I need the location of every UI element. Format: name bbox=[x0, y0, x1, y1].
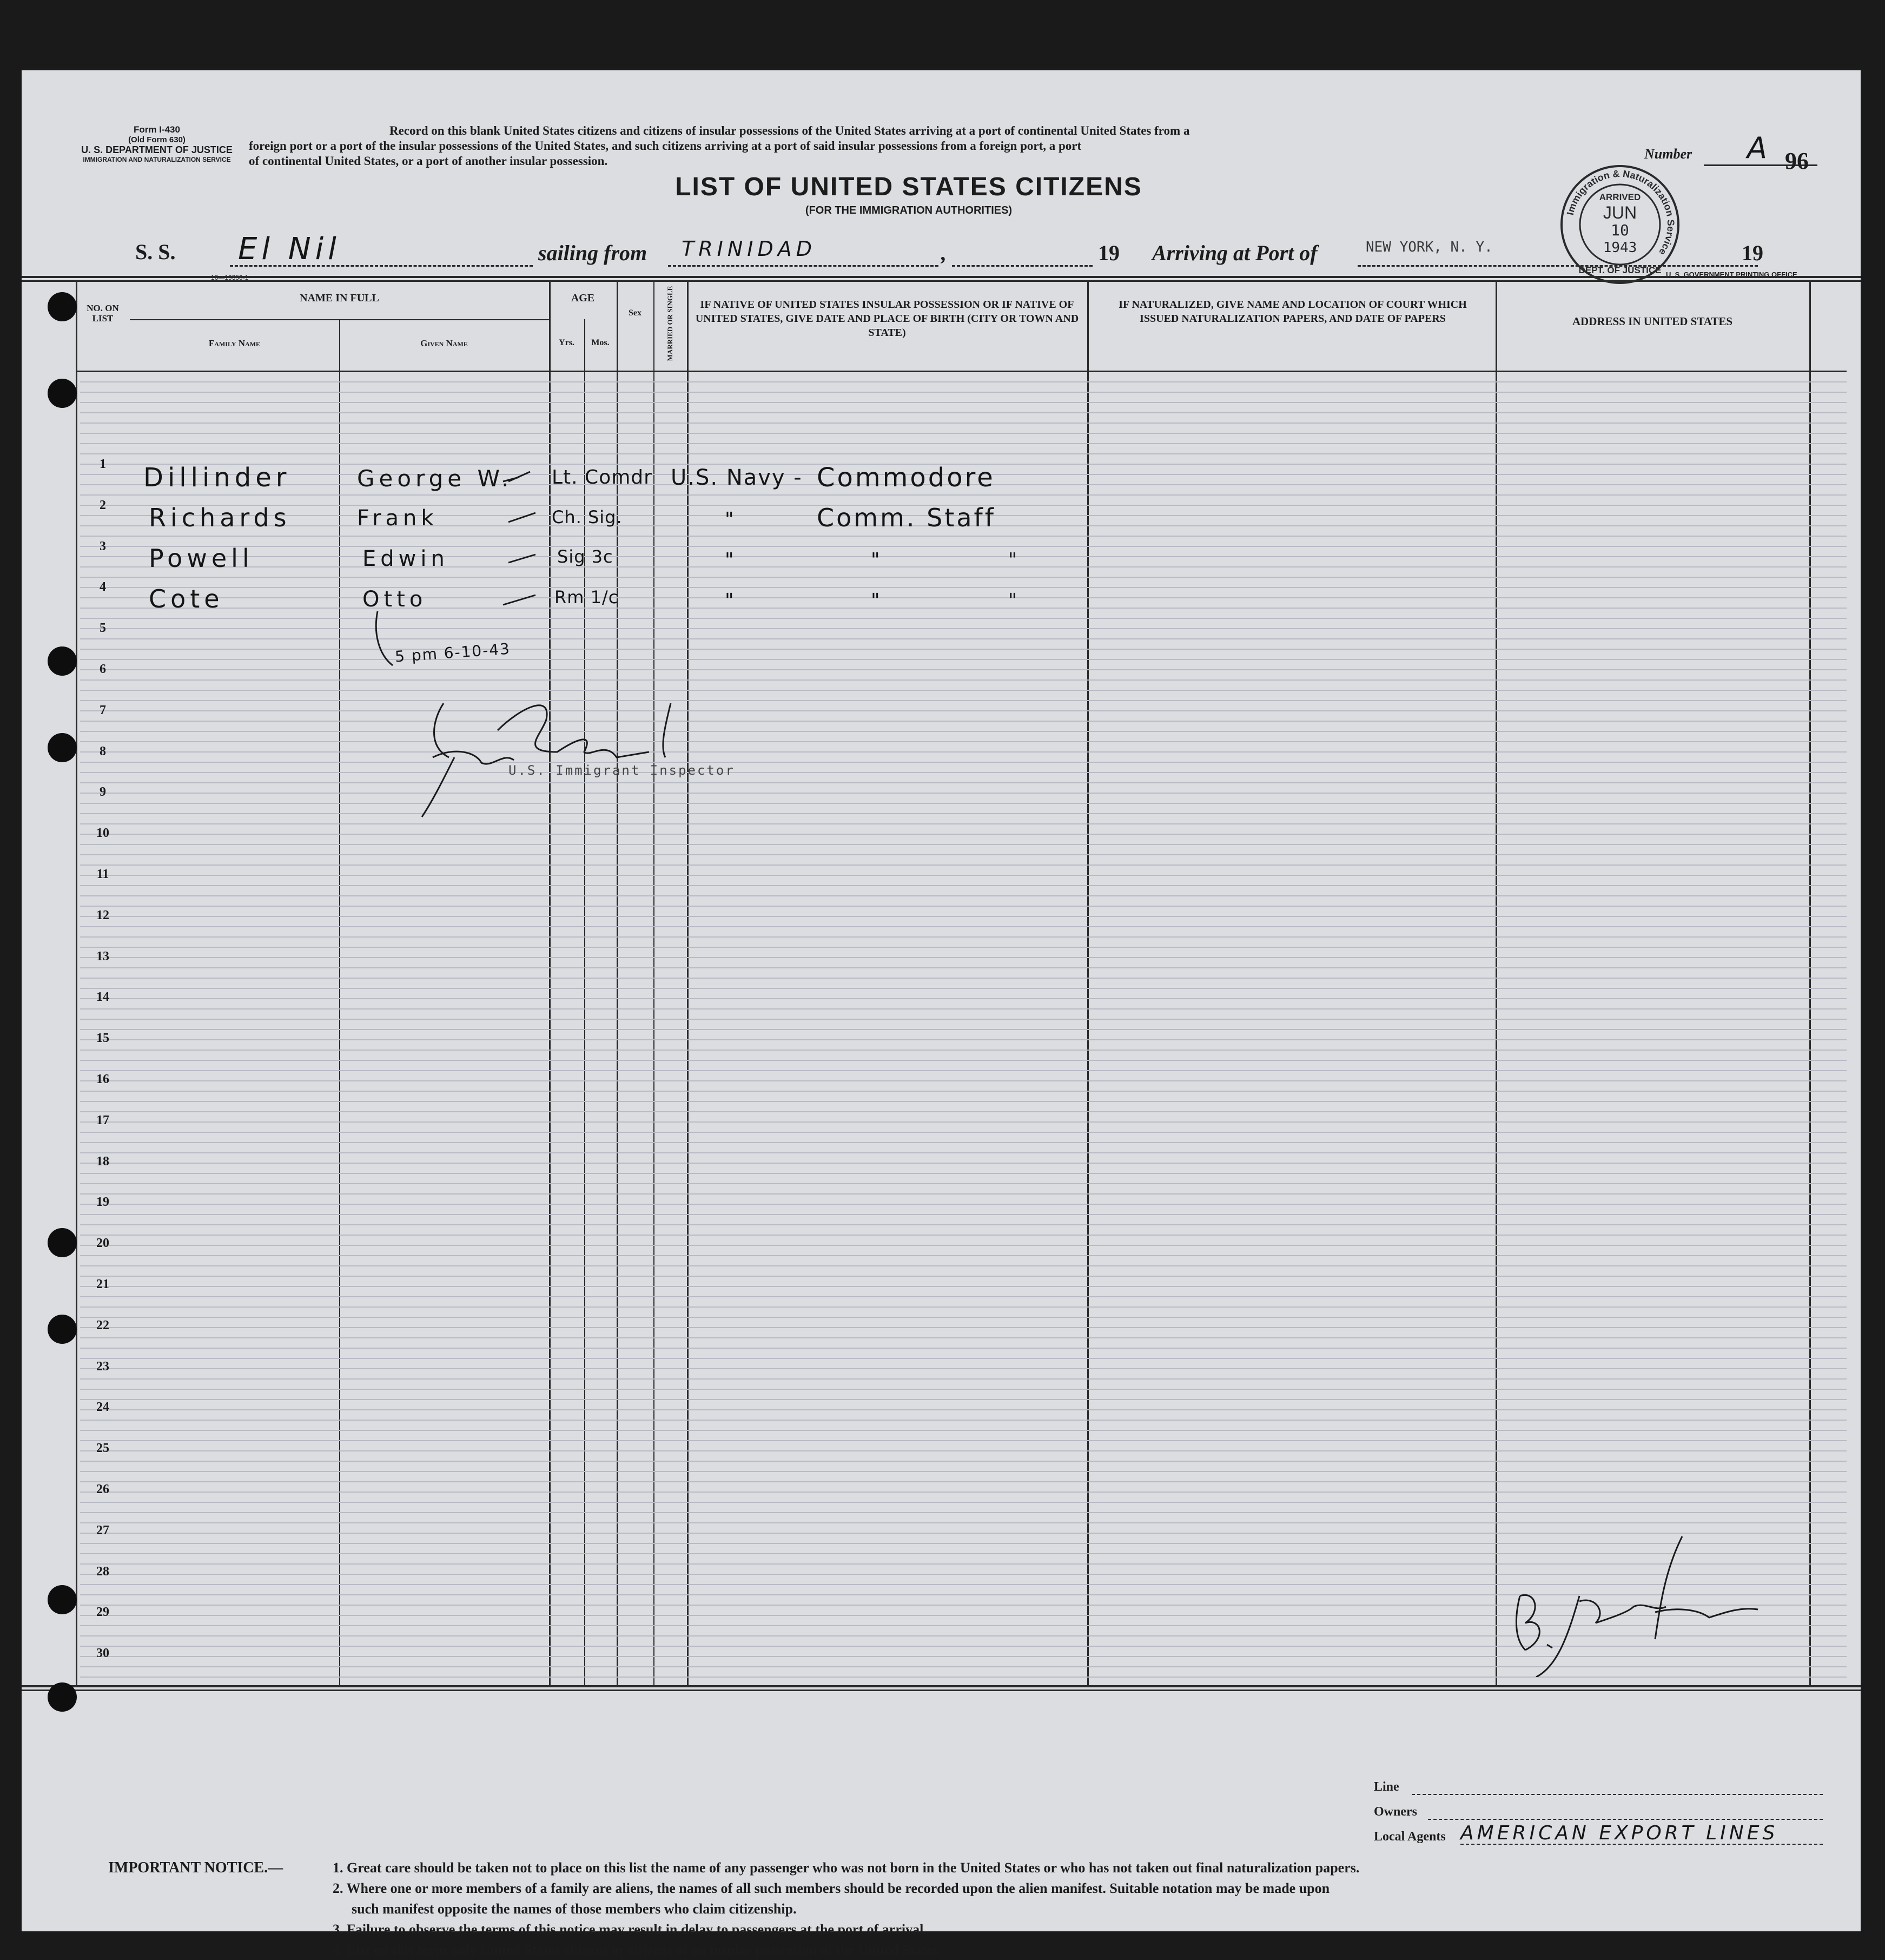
entry-1-native: U.S. Navy - bbox=[671, 465, 803, 490]
entry-4-native: " bbox=[725, 590, 738, 612]
entry-3-naturalized: " " bbox=[871, 549, 1034, 571]
row-number: 24 bbox=[96, 1400, 109, 1414]
ruled-line bbox=[80, 618, 1847, 619]
ruled-line bbox=[80, 433, 1847, 434]
instruction-line-1: Record on this blank United States citizens and citizens of insular possessions of the United States arriving at a port of continental United States from a bbox=[389, 124, 1190, 137]
entry-2-given: Frank bbox=[357, 506, 438, 531]
inspector-signature-icon bbox=[411, 671, 714, 822]
ruled-line bbox=[80, 1512, 1847, 1513]
col-line-age bbox=[549, 280, 551, 1687]
arriving-label: Arriving at Port of bbox=[1152, 241, 1318, 265]
stamp-status: ARRIVED bbox=[1599, 192, 1641, 202]
row-number: 3 bbox=[100, 539, 106, 553]
punch-hole bbox=[48, 1315, 77, 1344]
ruled-line bbox=[80, 1276, 1847, 1277]
notice-item-1: 1. Great care should be taken not to place on this list the name of any passenger who was not born in the United States or who has not taken out final naturalization papers. bbox=[333, 1860, 1360, 1876]
ruled-line bbox=[80, 1152, 1847, 1153]
instruction-line-3: of continental United States, or a port of another insular possession. bbox=[249, 154, 608, 168]
ruled-line bbox=[80, 1265, 1847, 1266]
col-line-native bbox=[687, 280, 689, 1687]
ruled-line bbox=[80, 906, 1847, 907]
ruled-line bbox=[80, 628, 1847, 629]
row-number: 22 bbox=[96, 1318, 109, 1332]
header-naturalized: IF NATURALIZED, GIVE NAME AND LOCATION OF COURT WHICH ISSUED NATURALIZATION PAPERS, AND DATE OF PAPERS bbox=[1119, 299, 1467, 325]
ruled-line bbox=[80, 1492, 1847, 1493]
col-line-address bbox=[1496, 280, 1497, 1687]
stamp-dept: DEPT. OF JUSTICE bbox=[1578, 265, 1662, 275]
ruled-line bbox=[80, 1132, 1847, 1133]
entry-4-age: Rm 1/c bbox=[554, 587, 619, 608]
ruled-line bbox=[80, 690, 1847, 691]
inspection-time: 5 pm 6-10-43 bbox=[394, 639, 511, 666]
page-title: LIST OF UNITED STATES CITIZENS bbox=[675, 173, 1142, 201]
ruled-line bbox=[80, 916, 1847, 917]
row-number: 21 bbox=[96, 1277, 109, 1291]
number-label: Number bbox=[1644, 146, 1692, 162]
row-number: 5 bbox=[100, 621, 106, 635]
inspector-label: U.S. Immigrant Inspector bbox=[508, 763, 735, 778]
ruled-line bbox=[80, 1173, 1847, 1174]
entry-1-given: George W. bbox=[357, 465, 513, 492]
ruled-line bbox=[80, 1029, 1847, 1030]
row-number: 6 bbox=[100, 662, 106, 676]
row-number: 18 bbox=[96, 1154, 109, 1169]
ruled-line bbox=[80, 741, 1847, 742]
form-id: Form I-430 bbox=[134, 124, 180, 135]
stamp-ring-text: Immigration & Naturalization Service bbox=[1564, 168, 1677, 258]
row-number: 28 bbox=[96, 1565, 109, 1579]
row-number: 1 bbox=[100, 457, 106, 471]
ruled-line bbox=[80, 1019, 1847, 1020]
header-age: AGE bbox=[571, 292, 595, 304]
header-bottom-rule bbox=[76, 371, 1847, 372]
ruled-line bbox=[80, 536, 1847, 537]
ruled-line bbox=[80, 1235, 1847, 1236]
row-number: 8 bbox=[100, 744, 106, 758]
ruled-line bbox=[80, 1142, 1847, 1143]
ruled-line bbox=[80, 895, 1847, 896]
ruled-line bbox=[80, 1101, 1847, 1102]
ruled-line bbox=[80, 1193, 1847, 1195]
ruled-line bbox=[80, 1348, 1847, 1349]
row-number: 25 bbox=[96, 1441, 109, 1455]
header-yrs: Yrs. bbox=[559, 338, 574, 347]
ruled-line bbox=[80, 1245, 1847, 1246]
ruled-line bbox=[80, 1214, 1847, 1215]
table-bottom-rule-2 bbox=[22, 1690, 1861, 1691]
date-underline bbox=[952, 265, 1093, 267]
print-code-bottom: 16—19350 bbox=[1255, 1948, 1287, 1955]
entry-1-age: Lt. Comdr bbox=[552, 466, 652, 489]
entry-1-family: Dillinder bbox=[143, 463, 291, 493]
ruled-line bbox=[80, 1378, 1847, 1380]
ruled-line bbox=[80, 978, 1847, 979]
check-marks bbox=[498, 465, 546, 622]
ruled-line bbox=[80, 926, 1847, 927]
ruled-line bbox=[80, 957, 1847, 958]
header-address: ADDRESS IN UNITED STATES bbox=[1572, 315, 1733, 328]
govt-printing: U. S. GOVERNMENT PRINTING OFFICE bbox=[1666, 270, 1797, 279]
punch-hole bbox=[48, 646, 77, 676]
entry-4-given: Otto bbox=[362, 587, 427, 612]
row-number: 16 bbox=[96, 1072, 109, 1086]
entry-3-age: Sig 3c bbox=[557, 546, 613, 567]
row-number: 13 bbox=[96, 949, 109, 963]
ss-label: S. S. bbox=[135, 240, 176, 264]
ruled-line bbox=[80, 1204, 1847, 1205]
ruled-line bbox=[80, 967, 1847, 968]
ruled-line bbox=[80, 1286, 1847, 1287]
ruled-line bbox=[80, 1409, 1847, 1410]
row-number: 2 bbox=[100, 498, 106, 512]
header-no: NO. ON LIST bbox=[87, 303, 119, 324]
row-number: 23 bbox=[96, 1360, 109, 1374]
ruled-line bbox=[80, 1399, 1847, 1400]
entry-2-naturalized: Comm. Staff bbox=[817, 503, 996, 532]
ruled-line bbox=[80, 649, 1847, 650]
ruled-line bbox=[80, 546, 1847, 547]
year-prefix: 19 bbox=[1098, 241, 1120, 265]
sailing-label: sailing from bbox=[538, 241, 647, 265]
notice-item-2: 2. Where one or more members of a family are aliens, the names of all such members should be recorded upon the alien manifest. Suitable notation may be made upon bbox=[333, 1880, 1330, 1896]
row-number: 10 bbox=[96, 826, 109, 840]
ruled-line bbox=[80, 1481, 1847, 1482]
entry-2-native: " bbox=[725, 509, 738, 531]
ruled-line bbox=[80, 823, 1847, 824]
ruled-line bbox=[80, 1111, 1847, 1112]
ruled-line bbox=[80, 1296, 1847, 1297]
row-number: 15 bbox=[96, 1031, 109, 1045]
ruled-line bbox=[80, 1471, 1847, 1472]
ruled-line bbox=[80, 1008, 1847, 1009]
ruled-line bbox=[80, 1420, 1847, 1421]
ruled-line bbox=[80, 1070, 1847, 1071]
punch-hole bbox=[48, 1585, 77, 1614]
stamp-year: 1943 bbox=[1603, 240, 1637, 256]
ruled-line bbox=[80, 710, 1847, 711]
arrival-stamp bbox=[1558, 162, 1682, 287]
entry-3-given: Edwin bbox=[362, 546, 449, 571]
col-line-sex bbox=[617, 280, 618, 1687]
instruction-line-2: foreign port or a port of the insular possessions of the United States, and such citizens arriving at a port of said insular possessions from a foreign port, a port bbox=[249, 139, 1082, 153]
stamp-seal-icon bbox=[1558, 162, 1682, 287]
page-subtitle: (FOR THE IMMIGRATION AUTHORITIES) bbox=[805, 204, 1013, 216]
entry-4-family: Cote bbox=[149, 584, 224, 613]
punch-hole bbox=[48, 292, 77, 321]
number-value: A bbox=[1747, 131, 1771, 165]
row-number: 27 bbox=[96, 1523, 109, 1537]
print-code-top: 16—19350-1 bbox=[211, 274, 249, 281]
ruled-line bbox=[80, 864, 1847, 866]
table-bottom-rule bbox=[22, 1685, 1861, 1687]
row-number: 7 bbox=[100, 703, 106, 717]
row-number: 4 bbox=[100, 580, 106, 594]
header-married: MARRIED OR SINGLE bbox=[666, 286, 674, 361]
line-label: Line bbox=[1374, 1780, 1399, 1794]
entry-1-naturalized: Commodore bbox=[817, 463, 995, 493]
ruled-line bbox=[80, 1255, 1847, 1256]
ruled-line bbox=[80, 1389, 1847, 1390]
row-number: 12 bbox=[96, 908, 109, 922]
ruled-line bbox=[80, 1091, 1847, 1092]
row-number: 17 bbox=[96, 1113, 109, 1127]
entry-3-family: Powell bbox=[149, 544, 254, 573]
ruled-line bbox=[80, 402, 1847, 403]
ruled-line bbox=[80, 813, 1847, 814]
bracket-mark bbox=[373, 611, 395, 671]
comma-1: , bbox=[941, 241, 947, 265]
punch-hole bbox=[48, 1682, 77, 1712]
entry-4-naturalized: " " bbox=[871, 590, 1034, 612]
ruled-line bbox=[80, 577, 1847, 578]
ruled-line bbox=[80, 1317, 1847, 1318]
owners-block bbox=[1341, 1780, 1828, 1850]
ruled-line bbox=[80, 1060, 1847, 1061]
table-top-rule-2 bbox=[22, 280, 1861, 282]
ruled-line bbox=[80, 803, 1847, 804]
header-given-name: Given Name bbox=[420, 338, 468, 348]
ruled-line bbox=[80, 834, 1847, 835]
ruled-line bbox=[80, 669, 1847, 670]
ship-name: El Nil bbox=[238, 232, 341, 267]
ruled-line bbox=[80, 731, 1847, 732]
ruled-line bbox=[80, 751, 1847, 753]
ship-underline bbox=[230, 265, 533, 267]
ruled-line bbox=[80, 936, 1847, 938]
owners-underline bbox=[1428, 1819, 1823, 1820]
entry-3-native: " bbox=[725, 549, 738, 571]
col-line-naturalized bbox=[1087, 280, 1089, 1687]
line-underline bbox=[1412, 1794, 1823, 1795]
col-line-married bbox=[653, 280, 654, 1687]
ruled-line bbox=[80, 782, 1847, 783]
manifest-sheet bbox=[22, 70, 1861, 1958]
page-number: 96 bbox=[1785, 148, 1809, 174]
row-number: 26 bbox=[96, 1482, 109, 1496]
ruled-line bbox=[80, 1358, 1847, 1359]
ruled-line bbox=[80, 381, 1847, 382]
ruled-line bbox=[80, 1183, 1847, 1184]
form-id-block bbox=[70, 124, 243, 163]
row-number: 14 bbox=[96, 990, 109, 1004]
entry-2-family: Richards bbox=[149, 503, 291, 532]
ruled-line bbox=[80, 998, 1847, 999]
ruled-line bbox=[80, 762, 1847, 763]
ruled-line bbox=[80, 638, 1847, 639]
col-line-right bbox=[1809, 280, 1811, 1687]
row-number: 29 bbox=[96, 1605, 109, 1619]
punch-hole bbox=[48, 1228, 77, 1257]
ruled-line bbox=[80, 1080, 1847, 1081]
ruled-line bbox=[80, 659, 1847, 660]
ruled-line bbox=[80, 1502, 1847, 1503]
header-native: IF NATIVE OF UNITED STATES INSULAR POSSESSION OR IF NATIVE OF UNITED STATES, GIVE DATE AND PLACE OF BIRTH (CITY OR TOWN AND STATE) bbox=[695, 299, 1079, 339]
ruled-line bbox=[80, 1163, 1847, 1164]
row-number: 11 bbox=[96, 867, 109, 881]
ruled-line bbox=[80, 392, 1847, 393]
year-prefix-2: 19 bbox=[1742, 241, 1763, 265]
ruled-line bbox=[80, 1450, 1847, 1451]
notice-heading: IMPORTANT NOTICE.— bbox=[108, 1859, 283, 1876]
ruled-line bbox=[80, 854, 1847, 855]
master-signature-icon bbox=[1504, 1515, 1785, 1677]
ruled-line bbox=[80, 1050, 1847, 1051]
notice-item-4: 4. List on this form only United States citizens or citizens of an insular possession of the United States. bbox=[333, 1942, 942, 1958]
ruled-line bbox=[80, 844, 1847, 845]
ruled-line bbox=[80, 721, 1847, 722]
agents-value: AMERICAN EXPORT LINES bbox=[1460, 1822, 1778, 1844]
manifest-table bbox=[22, 276, 1861, 1764]
ruled-line bbox=[80, 1430, 1847, 1431]
ruled-line bbox=[80, 453, 1847, 454]
entry-2-age: Ch. Sig. bbox=[552, 507, 623, 527]
ruled-line bbox=[80, 494, 1847, 496]
form-old: (Old Form 630) bbox=[128, 135, 186, 144]
ruled-line bbox=[80, 1461, 1847, 1462]
header-mos: Mos. bbox=[591, 338, 610, 347]
ruled-line bbox=[80, 947, 1847, 948]
owners-label: Owners bbox=[1374, 1805, 1417, 1819]
ruled-line bbox=[80, 988, 1847, 989]
row-number: 30 bbox=[96, 1646, 109, 1660]
agents-underline bbox=[1460, 1844, 1823, 1845]
header-family-name: Family Name bbox=[208, 338, 261, 348]
row-number: 9 bbox=[100, 785, 106, 799]
col-line-no bbox=[76, 280, 77, 1687]
ruled-line bbox=[80, 885, 1847, 886]
ruled-line bbox=[80, 1327, 1847, 1328]
header-name-in-full: NAME IN FULL bbox=[300, 292, 379, 304]
stamp-day: 10 bbox=[1611, 221, 1629, 239]
ruled-line bbox=[80, 772, 1847, 773]
table-top-rule bbox=[22, 276, 1861, 278]
form-service: IMMIGRATION AND NATURALIZATION SERVICE bbox=[83, 156, 231, 163]
row-number: 20 bbox=[96, 1236, 109, 1250]
ruled-line bbox=[80, 1440, 1847, 1441]
ruled-line bbox=[80, 443, 1847, 444]
ruled-line bbox=[80, 587, 1847, 588]
ruled-line bbox=[80, 875, 1847, 876]
ruled-line bbox=[80, 1306, 1847, 1308]
instructions bbox=[249, 123, 1569, 169]
agents-label: Local Agents bbox=[1374, 1830, 1446, 1844]
punch-hole bbox=[48, 733, 77, 762]
arrival-port: NEW YORK, N. Y. bbox=[1366, 239, 1493, 255]
ruled-line bbox=[80, 412, 1847, 413]
notice-item-2-cont: such manifest opposite the names of those members who claim citizenship. bbox=[352, 1901, 797, 1917]
ruled-line bbox=[80, 700, 1847, 701]
ruled-line bbox=[80, 1121, 1847, 1123]
ruled-line bbox=[80, 423, 1847, 424]
ruled-line bbox=[80, 679, 1847, 681]
form-dept: U. S. DEPARTMENT OF JUSTICE bbox=[81, 144, 233, 155]
ruled-line bbox=[80, 1337, 1847, 1338]
header-sex: Sex bbox=[629, 308, 641, 318]
origin-underline bbox=[668, 265, 938, 267]
punch-hole bbox=[48, 379, 77, 408]
stamp-month: JUN bbox=[1603, 203, 1637, 222]
ruled-line bbox=[80, 793, 1847, 794]
origin-port: TRINIDAD bbox=[682, 237, 816, 261]
notice-item-3: 3. Failure to observe the terms of this notice may result in delay to passengers at the port of arrival. bbox=[333, 1922, 927, 1937]
ruled-line bbox=[80, 1368, 1847, 1369]
ruled-line bbox=[80, 1224, 1847, 1225]
row-number: 19 bbox=[96, 1195, 109, 1209]
ruled-line bbox=[80, 1039, 1847, 1040]
